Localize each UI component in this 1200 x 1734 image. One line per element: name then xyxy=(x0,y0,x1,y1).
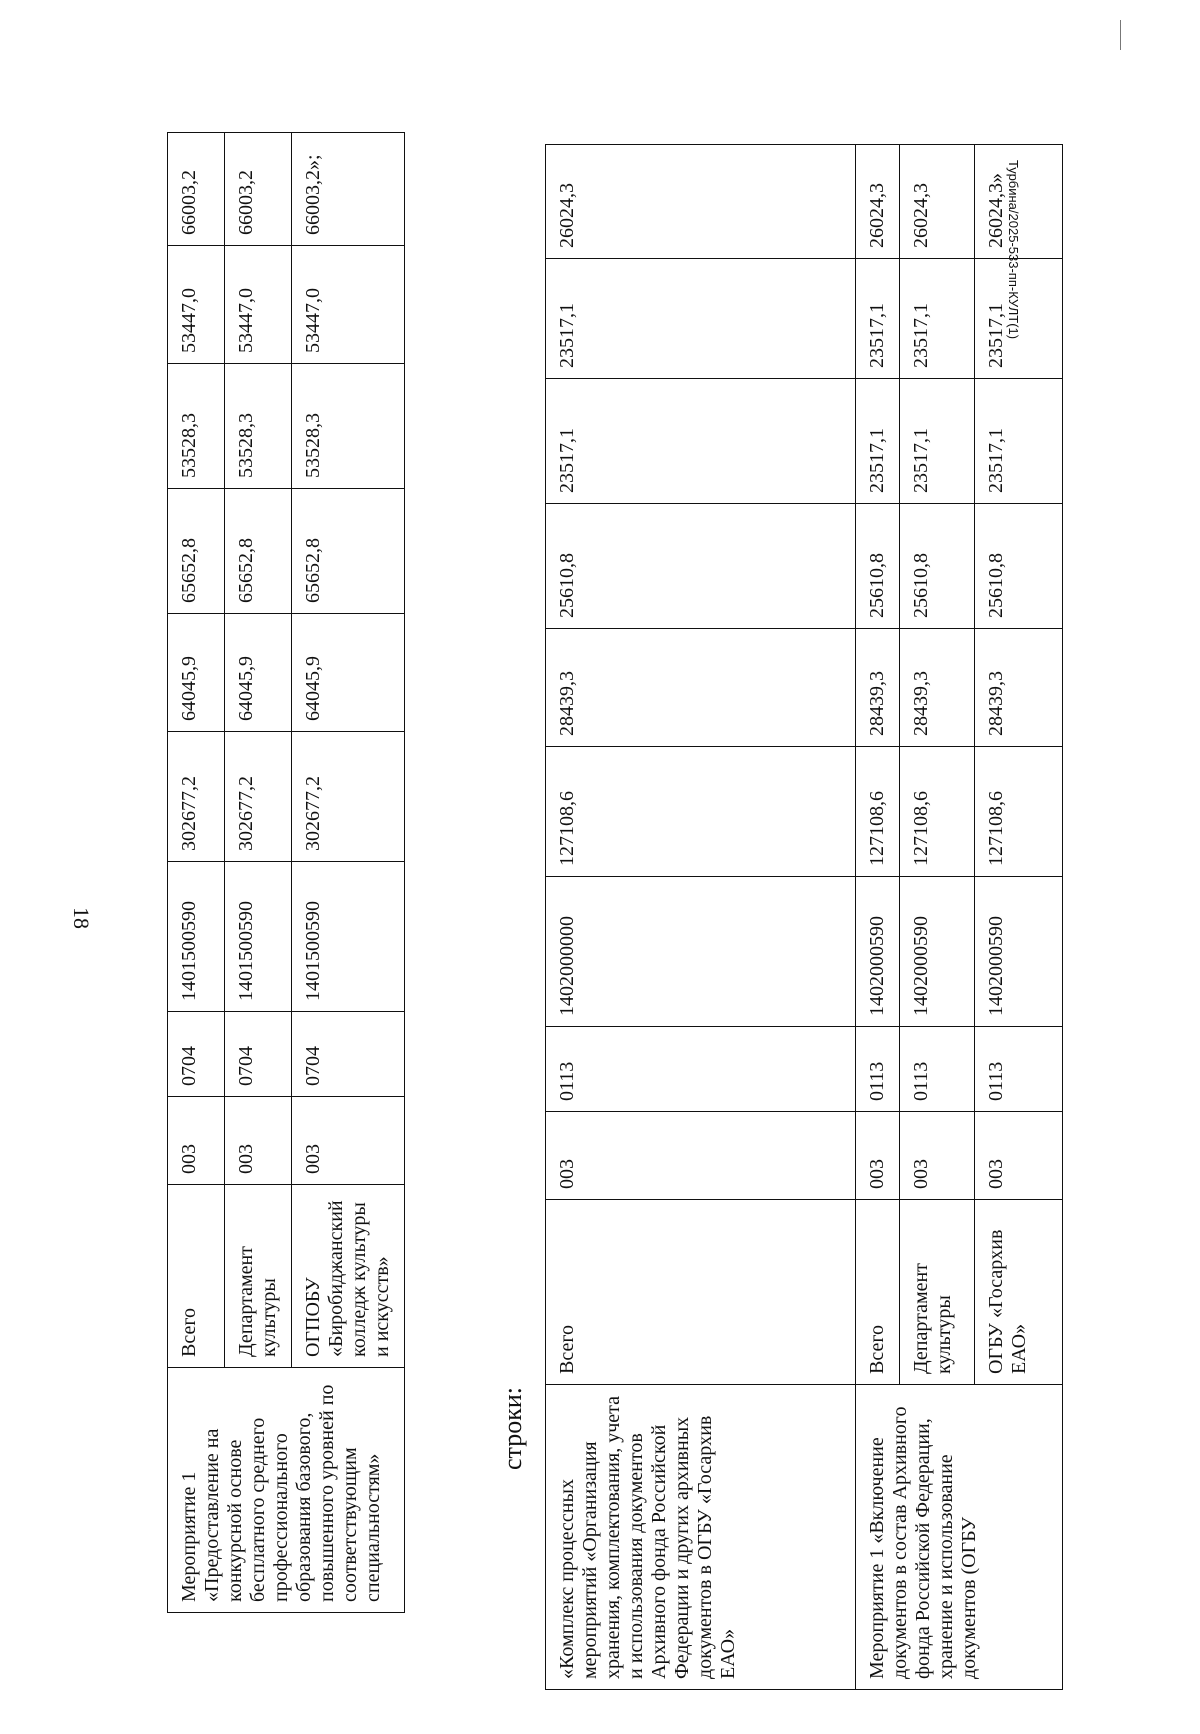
cell: 28439,3 xyxy=(856,629,900,747)
cell: Всего xyxy=(168,1185,225,1368)
cell: 1402000590 xyxy=(900,877,975,1027)
cell: 53528,3 xyxy=(225,364,292,489)
cell: 003 xyxy=(546,1112,856,1200)
table-row xyxy=(856,145,900,1690)
cell: ОГБУ «Госархив ЕАО» xyxy=(975,1200,1063,1385)
cell: 302677,2 xyxy=(225,732,292,862)
cell: 127108,6 xyxy=(546,747,856,877)
cell: 003 xyxy=(856,1112,900,1200)
cell: 53447,0 xyxy=(225,246,292,364)
cell: 53447,0 xyxy=(168,246,225,364)
footer-text: Турбина/2025-533-пп-КУЛТ(1) xyxy=(1006,160,1021,340)
cell: Мероприятие 1 «Включение документов в состав Архивного фонда Российской Федерации, хранение и использование документов (ОГБУ xyxy=(856,1385,1063,1690)
cell: 53447,0 xyxy=(292,246,405,364)
cell: 1402000590 xyxy=(975,877,1063,1027)
cell: 53528,3 xyxy=(292,364,405,489)
cell: 003 xyxy=(292,1097,405,1185)
cell: 65652,8 xyxy=(168,489,225,614)
cell: 1402000590 xyxy=(856,877,900,1027)
cell: 003 xyxy=(225,1097,292,1185)
table-2-wrapper xyxy=(545,144,1063,1690)
cell: 64045,9 xyxy=(292,614,405,732)
cell: 65652,8 xyxy=(225,489,292,614)
cell: 23517,1 xyxy=(975,259,1063,379)
cell: 64045,9 xyxy=(168,614,225,732)
cell: Мероприятие 1 «Предоставление на конкурсной основе бесплатного среднего профессионального образования базового, повышенного уровней по соответствующим специальностям» xyxy=(168,1368,405,1613)
cell: 64045,9 xyxy=(225,614,292,732)
cell: 26024,3 xyxy=(546,145,856,259)
cell: 23517,1 xyxy=(856,379,900,504)
cell: 0704 xyxy=(292,1012,405,1097)
cell: 127108,6 xyxy=(975,747,1063,877)
table-row xyxy=(168,133,225,1613)
table-1-wrapper xyxy=(167,132,405,1613)
cell: 0113 xyxy=(856,1027,900,1112)
cell: 25610,8 xyxy=(975,504,1063,629)
cell: 302677,2 xyxy=(292,732,405,862)
cell: 0113 xyxy=(900,1027,975,1112)
cell: Всего xyxy=(856,1200,900,1385)
cell: 302677,2 xyxy=(168,732,225,862)
cell: 003 xyxy=(900,1112,975,1200)
cell: Всего xyxy=(546,1200,856,1385)
cell: 66003,2»; xyxy=(292,133,405,246)
cell: 1401500590 xyxy=(168,862,225,1012)
cell: 003 xyxy=(975,1112,1063,1200)
cell: «Комплекс процессных мероприятий «Организация хранения, комплектования, учета и использования документов Архивного фонда Российской Федерации и других архивных документов в ОГБУ «Госархив ЕАО» xyxy=(546,1385,856,1690)
cell: 26024,3 xyxy=(900,145,975,259)
cell: 1401500590 xyxy=(225,862,292,1012)
cell: 25610,8 xyxy=(900,504,975,629)
cell: ОГПОБУ «Биробиджанский колледж культуры и искусств» xyxy=(292,1185,405,1368)
cell: 0113 xyxy=(975,1027,1063,1112)
cell: 23517,1 xyxy=(546,379,856,504)
cell: 65652,8 xyxy=(292,489,405,614)
budget-table-1 xyxy=(167,132,405,1613)
cell: 28439,3 xyxy=(546,629,856,747)
cell: 25610,8 xyxy=(546,504,856,629)
cell: 0704 xyxy=(225,1012,292,1097)
cell: 127108,6 xyxy=(856,747,900,877)
cell: 0704 xyxy=(168,1012,225,1097)
cell: 1401500590 xyxy=(292,862,405,1012)
cell: 66003,2 xyxy=(225,133,292,246)
cell: 23517,1 xyxy=(900,259,975,379)
cell: 127108,6 xyxy=(900,747,975,877)
cell: 25610,8 xyxy=(856,504,900,629)
cell: 23517,1 xyxy=(900,379,975,504)
budget-table-2 xyxy=(545,144,1063,1690)
page-number: 18 xyxy=(69,907,94,929)
cell: 003 xyxy=(168,1097,225,1185)
cell: 28439,3 xyxy=(900,629,975,747)
cell: 53528,3 xyxy=(168,364,225,489)
cell: 1402000000 xyxy=(546,877,856,1027)
cell: 26024,3» xyxy=(975,145,1063,259)
scan-artifact-line xyxy=(1120,20,1121,50)
cell: Департамент культуры xyxy=(225,1185,292,1368)
cell: 23517,1 xyxy=(546,259,856,379)
separator-label: строки: xyxy=(498,1387,527,1470)
cell: 66003,2 xyxy=(168,133,225,246)
cell: Департамент культуры xyxy=(900,1200,975,1385)
cell: 26024,3 xyxy=(856,145,900,259)
cell: 23517,1 xyxy=(856,259,900,379)
cell: 0113 xyxy=(546,1027,856,1112)
cell: 23517,1 xyxy=(975,379,1063,504)
cell: 28439,3 xyxy=(975,629,1063,747)
table-row xyxy=(546,145,856,1690)
